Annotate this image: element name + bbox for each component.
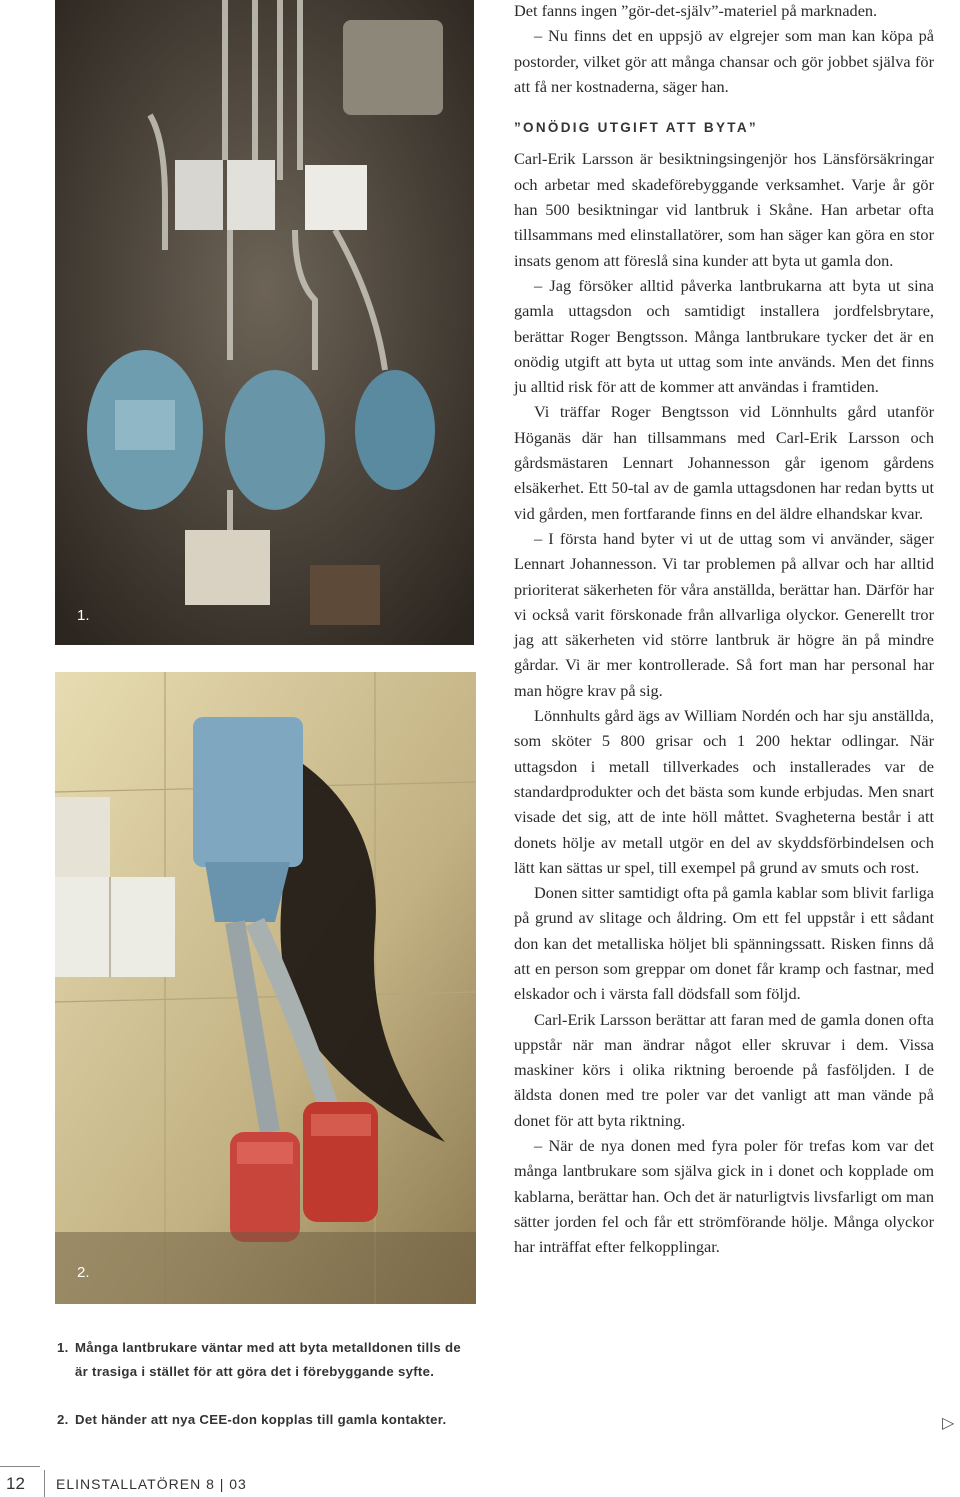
- figure-1-label: 1.: [77, 607, 90, 624]
- article-paragraph-6: Donen sitter samtidigt ofta på gamla kablar som blivit farliga på grund av slitage och åldring. Om ett fel uppstår i ett sådant don kan det metalliska höljet bli spänningssatt. Risken finns då att en person som greppar om donet får kramp och fastnar, med elskador och i värsta fall dödsfall som följd.: [514, 883, 934, 1004]
- caption-2-number: 2.: [57, 1412, 69, 1427]
- photo-old-sockets-illustration: [55, 0, 474, 645]
- page-number: 12: [6, 1474, 25, 1493]
- magazine-name: ELINSTALLATÖREN 8 | 03: [56, 1476, 247, 1492]
- footer-divider: [44, 1470, 45, 1497]
- section-heading: ”ONÖDIG UTGIFT ATT BYTA”: [514, 120, 758, 136]
- intro-paragraph-2: – Nu finns det en uppsjö av elgrejer som man kan köpa på postorder, vilket gör att många chansar och gör jobbet själva för att få ner kostnaderna, säger han.: [514, 26, 934, 96]
- article-paragraph-7: Carl-Erik Larsson berättar att faran med de gamla donen ofta uppstår när man ändrar något eller skruvar i dem. Vissa maskiner körs i olika riktning beroende på fasföljden. I de äldsta donen med tre poler var det vanligt att man vände på donet för att byta riktning.: [514, 1009, 934, 1130]
- caption-1-number: 1.: [57, 1340, 69, 1355]
- caption-1-line-1: Många lantbrukare väntar med att byta metalldonen tills de: [75, 1340, 462, 1355]
- article-column: [514, 0, 934, 1260]
- article-paragraph-4: – I första hand byter vi ut de uttag som vi använder, säger Lennart Johannesson. Vi tar problemen på allvar och har alltid prioriterat säkerheten för våra anställda, berättar han. Därför har vi också varit förskonade från allvarliga olyckor. Generellt tror jag att säkerheten vid större lantbruk är högre än på mindre gårdar. Vi är mer kontrollerade. Så fort man har personal har man högre krav på sig.: [514, 528, 934, 700]
- figure-2-label: 2.: [77, 1264, 90, 1281]
- article-paragraph-1: Carl-Erik Larsson är besiktningsingenjör hos Länsförsäkringar och arbetar med skadeförebyggande verksamhet. Varje år gör han 500 besiktningar vid lantbruk i Skåne. Han arbetar ofta tillsammans med elinstallatörer, som han säger kan göra en stor insats genom att föreslå sina kunder att byta ut gamla don.: [514, 149, 934, 270]
- photo-cee-plugs-illustration: [55, 672, 476, 1304]
- footer-rule: [0, 1466, 40, 1467]
- article-paragraph-5: Lönnhults gård ägs av William Nordén och har sju anställda, som sköter 5 800 grisar och 1 200 hektar odlingar. När uttagsdon i metall tillverkades och installerades var de standardprodukter och det bästa som kunde erbjudas. Men snart visade det sig, att de inte höll måttet. Svagheterna består i att donets hölje av metall utgör en del av skyddsförbindelsen och lätt kan sättas ur spel, till exempel på grund av smuts och rost.: [514, 706, 934, 877]
- caption-2: [57, 1408, 477, 1432]
- caption-1-line-2: är trasiga i stället för att göra det i förebyggande syfte.: [75, 1364, 435, 1379]
- photo-cee-plugs: [55, 672, 476, 1304]
- article-paragraph-3: Vi träffar Roger Bengtsson vid Lönnhults gård utanför Höganäs där han tillsammans med Carl-Erik Larsson och gårdsmästaren Lennart Johannesson går igenom gårdens elsäkerhet. Ett 50-tal av de gamla uttagsdonen har redan bytts ut vid gården, men fortfarande finns en del äldre elhandskar kvar.: [514, 402, 934, 523]
- article-paragraph-2: – Jag försöker alltid påverka lantbrukarna att byta ut sina gamla uttagsdon och samtidigt installera jordfelsbrytare, berättar Roger Bengtsson. Många lantbrukare tycker det är en onödig utgift att byta ut uttag som inte används. Men det finns ju alltid risk för att de kommer att användas i framtiden.: [514, 275, 934, 397]
- continue-arrow-icon: ▷: [942, 1413, 955, 1432]
- intro-paragraph-1: Det fanns ingen ”gör-det-själv”-materiel på marknaden.: [514, 1, 878, 20]
- caption-2-line-1: Det händer att nya CEE-don kopplas till gamla kontakter.: [75, 1412, 447, 1427]
- caption-1: [57, 1336, 477, 1384]
- article-paragraph-8: – När de nya donen med fyra poler för trefas kom var det många lantbrukare som själva gick in i donet och kopplade om kablarna, berättar han. Och det är naturligtvis livsfarligt om man sätter jorden fel och får ett strömförande hölje. Många olyckor har inträffat efter felkopplingar.: [514, 1136, 935, 1257]
- photo-old-sockets: [55, 0, 474, 645]
